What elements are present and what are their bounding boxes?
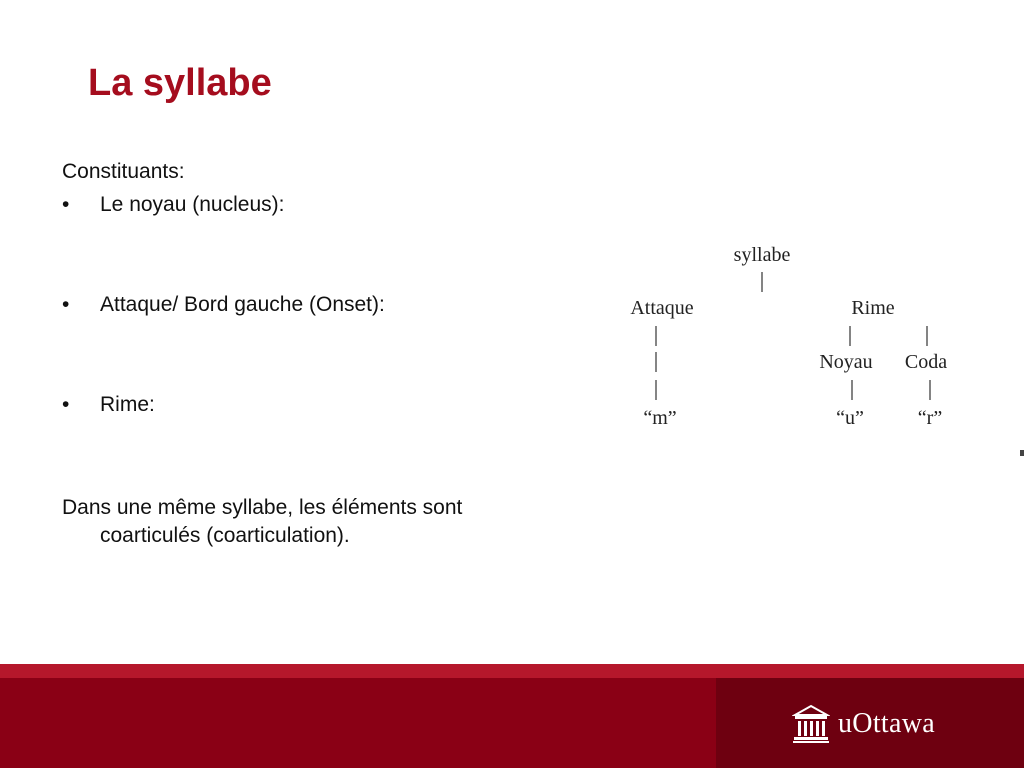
list-item-rime bbox=[62, 390, 532, 420]
list-item-nucleus bbox=[62, 190, 532, 220]
intro-text: Constituants: bbox=[62, 160, 185, 183]
tree-node-noyau: Noyau bbox=[819, 351, 873, 373]
tree-leaf-u: “u” bbox=[836, 407, 864, 429]
list-item-label: Le noyau (nucleus): bbox=[100, 193, 285, 216]
closing-text: Dans une même syllabe, les éléments sont coarticulés (coarticulation). bbox=[62, 496, 463, 547]
tree-node-syllabe: syllabe bbox=[733, 244, 791, 266]
footer-stripe bbox=[0, 664, 1024, 678]
list-item-label: Rime: bbox=[100, 393, 155, 416]
bullet-marker: • bbox=[62, 393, 70, 416]
slide-title: La syllabe bbox=[88, 62, 272, 104]
university-building-icon bbox=[792, 704, 830, 744]
tree-leaf-r: “r” bbox=[917, 407, 943, 429]
edge-mark bbox=[1020, 450, 1024, 456]
tree-leaf-m: “m” bbox=[643, 407, 677, 429]
slide-body bbox=[62, 157, 532, 420]
logo-wordmark: uOttawa bbox=[838, 708, 935, 739]
tree-node-coda: Coda bbox=[904, 351, 948, 373]
tree-node-rime: Rime bbox=[851, 297, 895, 319]
bullet-marker: • bbox=[62, 193, 70, 216]
uottawa-logo bbox=[792, 702, 935, 746]
syllable-tree-diagram bbox=[600, 232, 1000, 442]
bullet-marker: • bbox=[62, 293, 70, 316]
tree-node-attaque: Attaque bbox=[630, 297, 694, 319]
list-item-label: Attaque/ Bord gauche (Onset): bbox=[100, 293, 385, 316]
list-item-onset bbox=[62, 290, 532, 320]
constituent-list bbox=[62, 190, 532, 420]
